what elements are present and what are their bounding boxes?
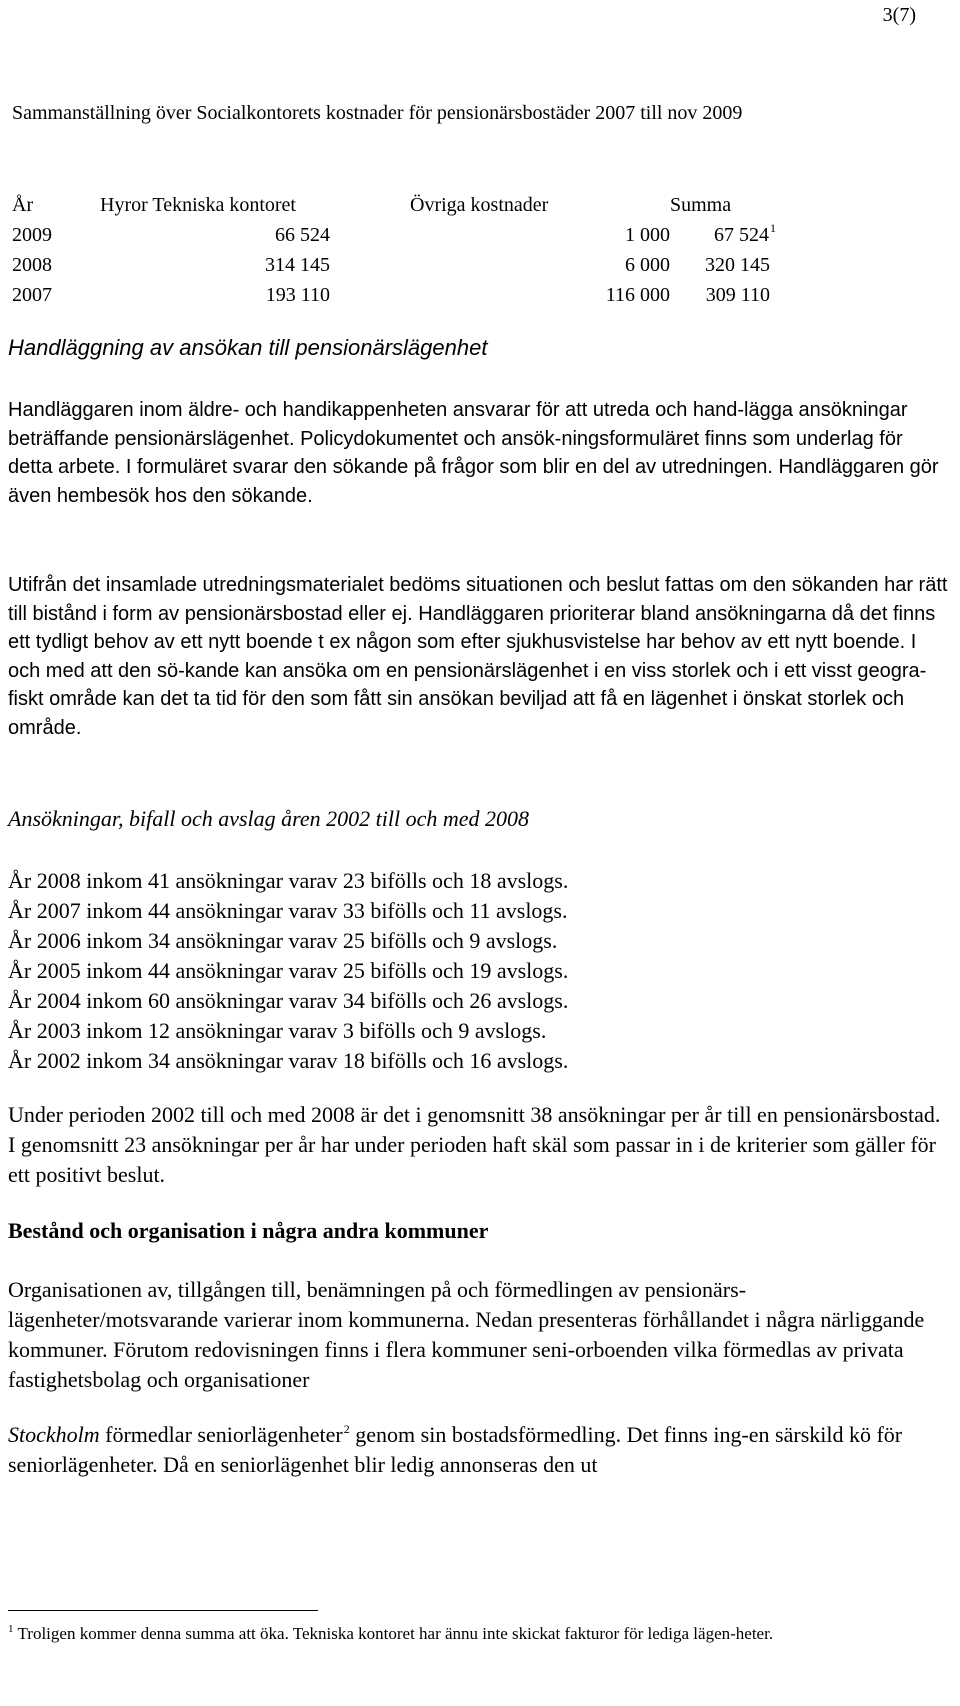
municipalities-paragraph-1: Organisationen av, tillgången till, benämningen på och förmedlingen av pensionärs-lägenheter/motsvarande varierar inom kommunerna. Nedan presenteras förhållandet i några närliggande kommuner. Förutom redovisningen finns i flera kommuner seni-orboenden vilka förmedlas av privata fastighetsbolag och organisationer bbox=[8, 1277, 925, 1392]
stockholm-paragraph bbox=[8, 1420, 953, 1480]
footnote-text: Troligen kommer denna summa att öka. Tekniska kontoret har ännu inte skickat fakturor för lediga lägen-heter. bbox=[17, 1624, 774, 1643]
cell-rent: 193 110 bbox=[265, 284, 330, 306]
header-rent: Hyror Tekniska kontoret bbox=[100, 194, 296, 216]
header-year: År bbox=[12, 194, 34, 216]
cell-sum-value: 67 524 bbox=[714, 224, 769, 246]
table-row bbox=[12, 280, 776, 310]
handling-paragraph-1: Handläggaren inom äldre- och handikappenheten ansvarar för att utreda och hand-lägga ansökningar beträffande pensionärslägenhet. Policydokumentet och ansök-ningsformuläret finns som underlag för detta arbete. I formuläret svarar den sökande på frågor som blir en del av utredningen. Handläggaren gör även hembesök hos den sökande. bbox=[8, 399, 939, 507]
cell-rent: 314 145 bbox=[265, 254, 330, 276]
footnote-divider bbox=[8, 1610, 318, 1611]
cell-sum-value: 309 110 bbox=[705, 284, 770, 306]
cell-sum bbox=[670, 280, 776, 310]
cell-year: 2009 bbox=[12, 224, 52, 246]
footnote bbox=[8, 1620, 953, 1647]
table-row bbox=[12, 220, 776, 250]
municipalities-heading: Bestånd och organisation i några andra kommuner bbox=[8, 1218, 489, 1243]
list-item: År 2008 inkom 41 ansökningar varav 23 bifölls och 18 avslogs. bbox=[8, 868, 569, 893]
header-other: Övriga kostnader bbox=[410, 194, 549, 216]
footnote-ref: 2 bbox=[343, 1422, 350, 1436]
applications-year-list bbox=[8, 866, 568, 1076]
page-number: 3(7) bbox=[882, 4, 916, 26]
table-row bbox=[12, 250, 776, 280]
cell-rent: 66 524 bbox=[275, 224, 330, 246]
list-item: År 2002 inkom 34 ansökningar varav 18 bifölls och 16 avslogs. bbox=[8, 1048, 569, 1073]
header-sum: Summa bbox=[670, 194, 732, 216]
cell-year: 2007 bbox=[12, 284, 52, 306]
handling-heading: Handläggning av ansökan till pensionärslägenhet bbox=[8, 335, 488, 360]
footnote-number: 1 bbox=[8, 1623, 14, 1635]
table-header-row bbox=[12, 190, 776, 220]
cell-year: 2008 bbox=[12, 254, 52, 276]
list-item: År 2005 inkom 44 ansökningar varav 25 bifölls och 19 avslogs. bbox=[8, 958, 569, 983]
cell-other: 1 000 bbox=[625, 224, 670, 246]
cost-summary-title: Sammanställning över Socialkontorets kostnader för pensionärsbostäder 2007 till nov 2009 bbox=[12, 102, 743, 124]
cell-sum bbox=[670, 220, 776, 250]
applications-heading: Ansökningar, bifall och avslag åren 2002 till och med 2008 bbox=[8, 806, 530, 831]
stockholm-text-a: förmedlar seniorlägenheter bbox=[99, 1422, 343, 1447]
applications-summary: Under perioden 2002 till och med 2008 är det i genomsnitt 38 ansökningar per år till en pensionärsbostad. I genomsnitt 23 ansökningar per år har under perioden haft skäl som passar in i de kriterier som gäller för ett positivt beslut. bbox=[8, 1102, 941, 1187]
cell-sum-value: 320 145 bbox=[705, 254, 770, 276]
list-item: År 2003 inkom 12 ansökningar varav 3 bifölls och 9 avslogs. bbox=[8, 1018, 547, 1043]
cell-other: 116 000 bbox=[605, 284, 670, 306]
footnote-ref: 1 bbox=[770, 221, 776, 235]
stockholm-name: Stockholm bbox=[8, 1422, 100, 1447]
cell-other: 6 000 bbox=[625, 254, 670, 276]
cost-summary-table bbox=[12, 190, 776, 310]
list-item: År 2006 inkom 34 ansökningar varav 25 bifölls och 9 avslogs. bbox=[8, 928, 558, 953]
list-item: År 2007 inkom 44 ansökningar varav 33 bifölls och 11 avslogs. bbox=[8, 898, 568, 923]
list-item: År 2004 inkom 60 ansökningar varav 34 bifölls och 26 avslogs. bbox=[8, 988, 569, 1013]
handling-paragraph-2: Utifrån det insamlade utredningsmaterialet bedöms situationen och beslut fattas om den sökanden har rätt till bistånd i form av pensionärsbostad eller ej. Handläggaren prioriterar bland ansökningarna då det finns ett tydligt behov av ett nytt boende t ex någon som efter sjukhusvistelse har behov av ett nytt boende. I och med att den sö-kande kan ansöka om en pensionärslägenhet i en viss storlek och i ett visst geogra-fiskt område kan det ta tid för den som fått sin ansökan beviljad att få en lägenhet i önskat storlek och område. bbox=[8, 574, 948, 739]
stockholm-text-b: genom sin bostadsförmedling. Det finns ing-en särskild kö för seniorlägenheter. Då en seniorlägenhet blir ledig annonseras den ut bbox=[8, 1422, 903, 1477]
cell-sum bbox=[670, 250, 776, 280]
